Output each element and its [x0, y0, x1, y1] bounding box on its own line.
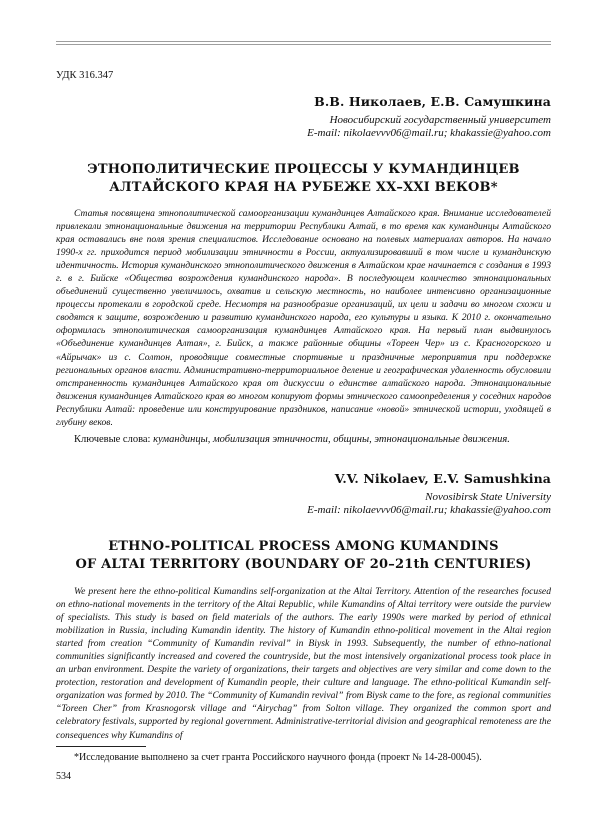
page-number: 534: [56, 771, 71, 782]
keywords-label: Ключевые слова:: [74, 434, 151, 445]
keywords-list: кумандинцы, мобилизация этничности, общины, этнонациональные движения.: [153, 434, 510, 445]
header-rule: [56, 41, 551, 45]
footnote-rule: [56, 746, 146, 747]
russian-authors: В.В. Николаев, Е.В. Самушкина: [314, 94, 551, 109]
english-title-line-2: OF ALTAI TERRITORY (BOUNDARY OF 20–21th CENTURIES): [75, 557, 532, 572]
english-abstract-text: We present here the ethno-political Kumandins self-organization at the Altai Territory. Attention of the researches focused on ethno-national movements in the territory of the Altai Republic, while Kumandins of Altai territory were outside the purview of specialists. This study is based on field materials of the authors. The early 1990s were marked by period of ethnical mobilization in Russia, including Kumandin identity. The history of Kumandin ethno-political movement in the Altai region started from creation “Community of Kumandin revival” in Biysk in 1993. Subsequently, the number of ethno-national communities significantly increased and covered the countryside, but the most intensively organizational process took place in an urban environment. Despite the variety of organizations, their targets and objectives are very similar and come down to the protection, restoration and development of Kumandin people, their culture and language. The ethno-political Kumandin self-organization was formed by 2010. The “Community of Kumandin revival” from Biysk came to the fore, as regional communities “Toreen Cher” from Krasnogorsk village and “Airychag” from Solton village. They organized the common sport and celebratory festivals, supported by regional government. Administrative-territorial division and geographical remoteness are the consequences why Kumandins of: [56, 586, 551, 741]
english-author-block: [307, 471, 551, 517]
russian-title-line-2: АЛТАЙСКОГО КРАЯ НА РУБЕЖЕ XX–XXI ВЕКОВ*: [109, 180, 498, 195]
english-authors: V.V. Nikolaev, E.V. Samushkina: [334, 471, 551, 486]
russian-abstract: [56, 207, 551, 429]
english-abstract: [56, 585, 551, 742]
russian-affiliation: Новосибирский государственный университет: [329, 114, 551, 126]
russian-affiliation-block: [307, 114, 551, 140]
udk-code: УДК 316.347: [56, 70, 114, 81]
russian-title: [56, 161, 551, 197]
english-affiliation: Novosibirsk State University: [425, 491, 551, 503]
russian-abstract-text: Статья посвящена этнополитической самоорганизации кумандинцев Алтайского края. Внимание исследователей привлекали этнонациональные движения на территории Республики Алтай, в то время как кумандинцы Алтайского края оставались вне поля зрения специалистов. Исследование основано на полевых материалах авторов. На начало 1990-х гг. приходится период мобилизации этничности в России, актуализировавший в том числе и кумандинскую идентичность. История кумандинского этнополитического движения в Алтайском крае начинается с создания в 1993 г. в г. Бийске «Общества возрождения кумандинского народа». В последующем количество этнонациональных объединений существенно увеличилось, охватив и сельскую местность, но наиболее интенсивно организационные процессы протекали в городской среде. Несмотря на разнообразие организаций, их цели и задачи во многом схожи и сводятся к защите, возрождению и развитию кумандинского народа, его культуры и языка. К 2010 г. окончательно оформилась этнополитическая самоорганизация кумандинцев Алтайского края. На первый план выдвинулось «Объединение кумандинцев Алтая», г. Бийск, а также районные общины «Тореен Чер» из с. Красногорского и «Айрычак» из с. Солтон, проводящие совместные спортивные и праздничные мероприятия при поддержке региональных органов власти. Административно-территориальное деление и географическая удаленность обусловили отстраненность кумандинцев Алтайского края от дискуссии о единстве алтайского народа. Этнонациональные движения кумандинцев Алтайского края во многом копируют формы этнического самоопределения у соседних народов Республики Алтай: проведение или конструирование праздников, написание «новой» этнической истории, уходящей в глубину веков.: [56, 208, 551, 428]
russian-title-line-1: ЭТНОПОЛИТИЧЕСКИЕ ПРОЦЕССЫ У КУМАНДИНЦЕВ: [87, 162, 520, 177]
footnote: *Исследование выполнено за счет гранта Российского научного фонда (проект № 14-28-00045).: [74, 752, 482, 763]
russian-email: E-mail: nikolaevvv06@mail.ru; khakassie@yahoo.com: [307, 127, 551, 139]
english-title: [56, 538, 551, 574]
english-title-line-1: ETHNO-POLITICAL PROCESS AMONG KUMANDINS: [108, 539, 499, 554]
english-affiliation-block: [307, 491, 551, 517]
russian-author-block: [307, 94, 551, 140]
english-email: E-mail: nikolaevvv06@mail.ru; khakassie@yahoo.com: [307, 504, 551, 516]
russian-keywords: [56, 434, 551, 445]
